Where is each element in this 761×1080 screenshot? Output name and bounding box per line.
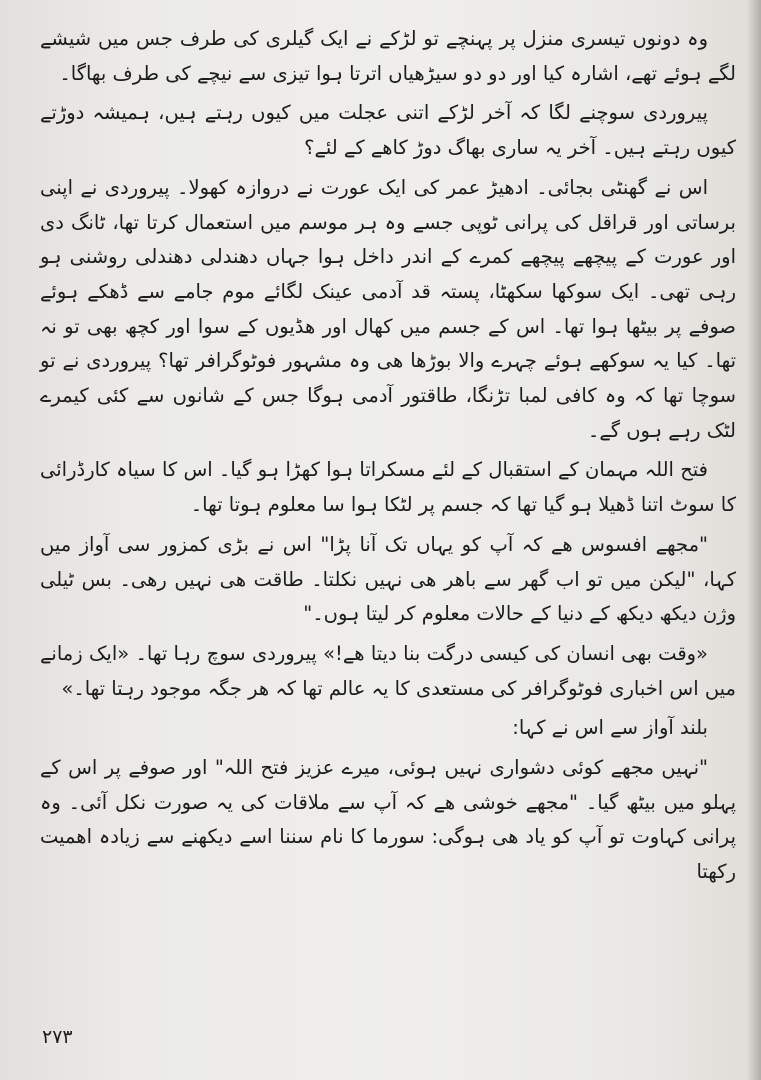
paragraph: فتح اللہ مہمان کے استقبال کے لئے مسکراتا ہوا کھڑا ہو گیا۔ اس کا سیاہ کارڈرائی کا سوٹ اتنا ڈھیلا ہو گیا تھا کہ جسم پر لٹکا ہوا سا معلوم ہوتا تھا۔	[40, 458, 736, 517]
paragraph: بلند آواز سے اس نے کہا:	[512, 716, 708, 740]
page-number: ۲۷۳	[42, 1026, 73, 1048]
paragraph: وہ دونوں تیسری منزل پر پہنچے تو لڑکے نے ایک گیلری کی طرف جس میں شیشے لگے ہوئے تھے، اشارہ کیا اور دو دو سیڑھیاں اترتا ہوا تیزی سے نیچے کی طرف بھاگا۔	[40, 27, 736, 85]
paragraph: اس نے گھنٹی بجائی۔ ادھیڑ عمر کی ایک عورت نے دروازہ کھولا۔ پیروردی نے اپنی برساتی اور قراقل کی پرانی ٹوپی جسے وہ ہر موسم میں استعمال کرتا تھا، ٹانگ دی اور عورت کے پیچھے پیچھے کمرے کے اندر داخل ہوا جہاں دھندلی دھندلی روشنی ہو رہی تھی۔ ایک سوکھا سکھٹا، پستہ قد آدمی عینک لگائے موم جامے سے ڈھکے ہوئے صوفے پر بیٹھا ہوا تھا۔ اس کے جسم میں کھال اور ھڈیوں کے سوا اور کچھ بھی تو نہ تھا۔ کیا یہ سوکھے ہوئے چہرے والا بوڑھا ھی وہ مشہور فوٹوگرافر تھا؟ پیروردی نے تو سوچا تھا کہ وہ کافی لمبا تڑنگا، طاقتور آدمی ہوگا جس کے شانوں سے کئی کیمرے لٹک رہے ہوں گے۔	[40, 175, 736, 442]
paragraph: "نہیں مجھے کوئی دشواری نہیں ہوئی، میرے عزیز فتح اللہ" اور صوفے پر اس کے پہلو میں بیٹھ گیا۔ "مجھے خوشی ھے کہ آپ سے ملاقات کی یہ صورت نکل آئی۔ وہ پرانی کہاوت تو آپ کو یاد ھی ہوگی: سورما کا نام سننا اسے دیکھنے سے زیادہ اھمیت رکھتا	[40, 756, 736, 884]
paragraph: پیروردی سوچنے لگا کہ آخر لڑکے اتنی عجلت میں کیوں رہتے ہیں، ہمیشہ دوڑتے کیوں رہتے ہیں۔ آخر یہ ساری بھاگ دوڑ کاھے کے لئے؟	[40, 101, 736, 160]
paragraph: "مجھے افسوس ھے کہ آپ کو یہاں تک آنا پڑا" اس نے بڑی کمزور سی آواز میں کہا، "لیکن میں تو اب گھر سے باھر ھی نہیں نکلتا۔ طاقت ھی نہیں رھی۔ بس ٹیلی وژن دیکھ دیکھ کے دنیا کے حالات معلوم کر لیتا ہوں۔"	[40, 532, 736, 626]
page-edge-shadow	[747, 0, 761, 1080]
paragraph: «وقت بھی انسان کی کیسی درگت بنا دیتا ھے!» پیروردی سوچ رہا تھا۔ «ایک زمانے میں اس اخباری فوٹوگرافر کی مستعدی کا یہ عالم تھا کہ ھر جگہ موجود رہتا تھا۔»	[40, 641, 736, 700]
urdu-text-body	[40, 22, 736, 895]
